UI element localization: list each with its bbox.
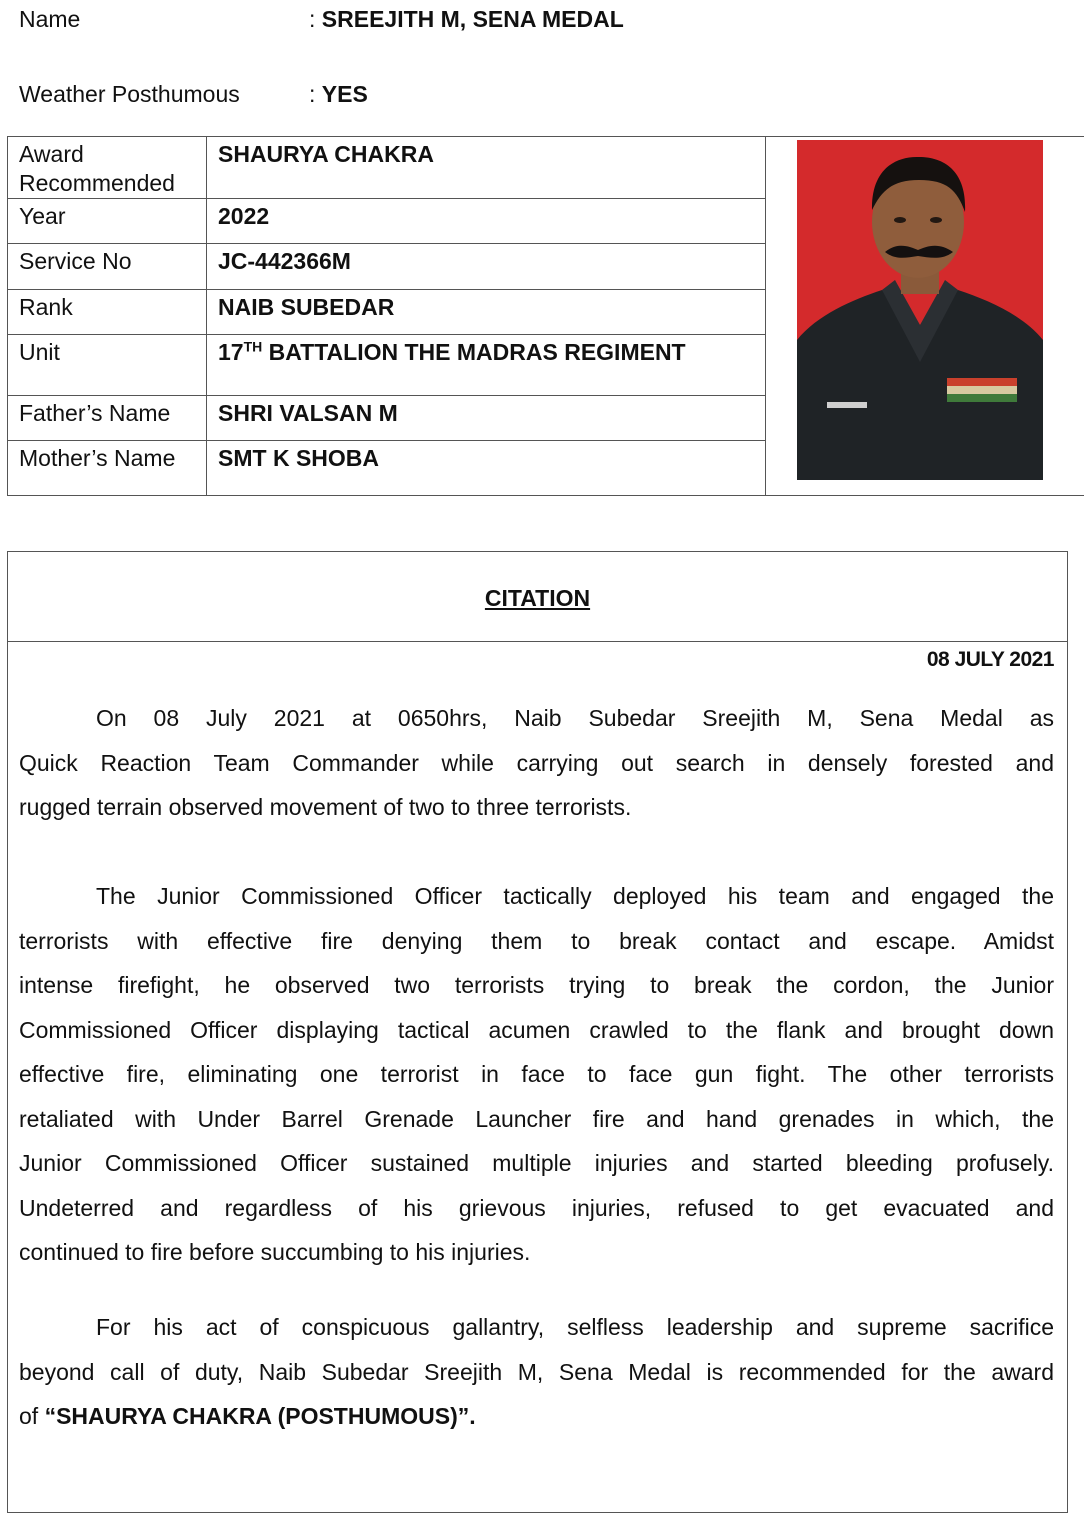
unit-ordinal: TH <box>244 338 263 354</box>
paragraph-line: The Junior Commissioned Officer tactically deployed his team and engaged the <box>19 874 1054 919</box>
unit-name: BATTALION THE MADRAS REGIMENT <box>262 339 685 365</box>
award-phrase: “SHAURYA CHAKRA (POSTHUMOUS)”. <box>45 1403 476 1429</box>
name-label: Name <box>19 6 80 33</box>
paragraph-line: intense firefight, he observed two terrorists trying to break the cordon, the Junior <box>19 963 1054 1008</box>
award-value: SHAURYA CHAKRA <box>207 137 766 199</box>
paragraph-line: effective fire, eliminating one terrorist in face to face gun fight. The other terrorists <box>19 1052 1054 1097</box>
paragraph-line: Quick Reaction Team Commander while carrying out search in densely forested and <box>19 741 1054 786</box>
paragraph-line: Commissioned Officer displaying tactical acumen crawled to the flank and brought down <box>19 1008 1054 1053</box>
name-value: SREEJITH M, SENA MEDAL <box>322 6 624 32</box>
paragraph-line: retaliated with Under Barrel Grenade Launcher fire and hand grenades in which, the <box>19 1097 1054 1142</box>
details-table <box>7 136 1084 496</box>
service-value: JC-442366M <box>207 244 766 290</box>
citation-paragraph-1 <box>19 696 1054 830</box>
paragraph-line: Junior Commissioned Officer sustained multiple injuries and started bleeding profusely. <box>19 1141 1054 1186</box>
citation-paragraph-2 <box>19 874 1054 1275</box>
rank-label: Rank <box>8 290 207 335</box>
award-label-line2: Recommended <box>19 170 175 196</box>
unit-label: Unit <box>8 335 207 396</box>
paragraph-line: For his act of conspicuous gallantry, selfless leadership and supreme sacrifice <box>19 1305 1054 1350</box>
award-phrase-prefix: of <box>19 1403 45 1429</box>
posthumous-label: Weather Posthumous <box>19 81 240 108</box>
paragraph-line: Undeterred and regardless of his grievous injuries, refused to get evacuated and <box>19 1186 1054 1231</box>
award-label-line1: Award <box>19 141 84 167</box>
paragraph-line <box>19 1394 1054 1439</box>
mother-value: SMT K SHOBA <box>207 441 766 496</box>
paragraph-line: terrorists with effective fire denying them to break contact and escape. Amidst <box>19 919 1054 964</box>
father-label: Father’s Name <box>8 396 207 441</box>
citation-box <box>7 551 1068 1513</box>
paragraph-line: beyond call of duty, Naib Subedar Sreejith M, Sena Medal is recommended for the award <box>19 1350 1054 1395</box>
photo-cell <box>766 137 1084 496</box>
award-label <box>8 137 207 199</box>
mother-label: Mother’s Name <box>8 441 207 496</box>
unit-value <box>207 335 766 396</box>
rank-value: NAIB SUBEDAR <box>207 290 766 335</box>
citation-header <box>8 552 1067 642</box>
paragraph-line: rugged terrain observed movement of two to three terrorists. <box>19 785 1054 830</box>
posthumous-value-wrap <box>309 81 368 108</box>
citation-date: 08 JULY 2021 <box>927 648 1054 672</box>
citation-paragraph-3 <box>19 1305 1054 1439</box>
name-value-wrap <box>309 6 624 33</box>
soldier-portrait-icon <box>797 140 1043 480</box>
year-label: Year <box>8 199 207 244</box>
service-label: Service No <box>8 244 207 290</box>
citation-title: CITATION <box>485 585 590 611</box>
unit-number: 17 <box>218 339 244 365</box>
separator: : <box>309 81 322 107</box>
posthumous-value: YES <box>322 81 368 107</box>
separator: : <box>309 6 322 32</box>
paragraph-line: continued to fire before succumbing to his injuries. <box>19 1230 1054 1275</box>
paragraph-line: On 08 July 2021 at 0650hrs, Naib Subedar Sreejith M, Sena Medal as <box>19 696 1054 741</box>
soldier-photo <box>797 140 1043 480</box>
father-value: SHRI VALSAN M <box>207 396 766 441</box>
year-value: 2022 <box>207 199 766 244</box>
